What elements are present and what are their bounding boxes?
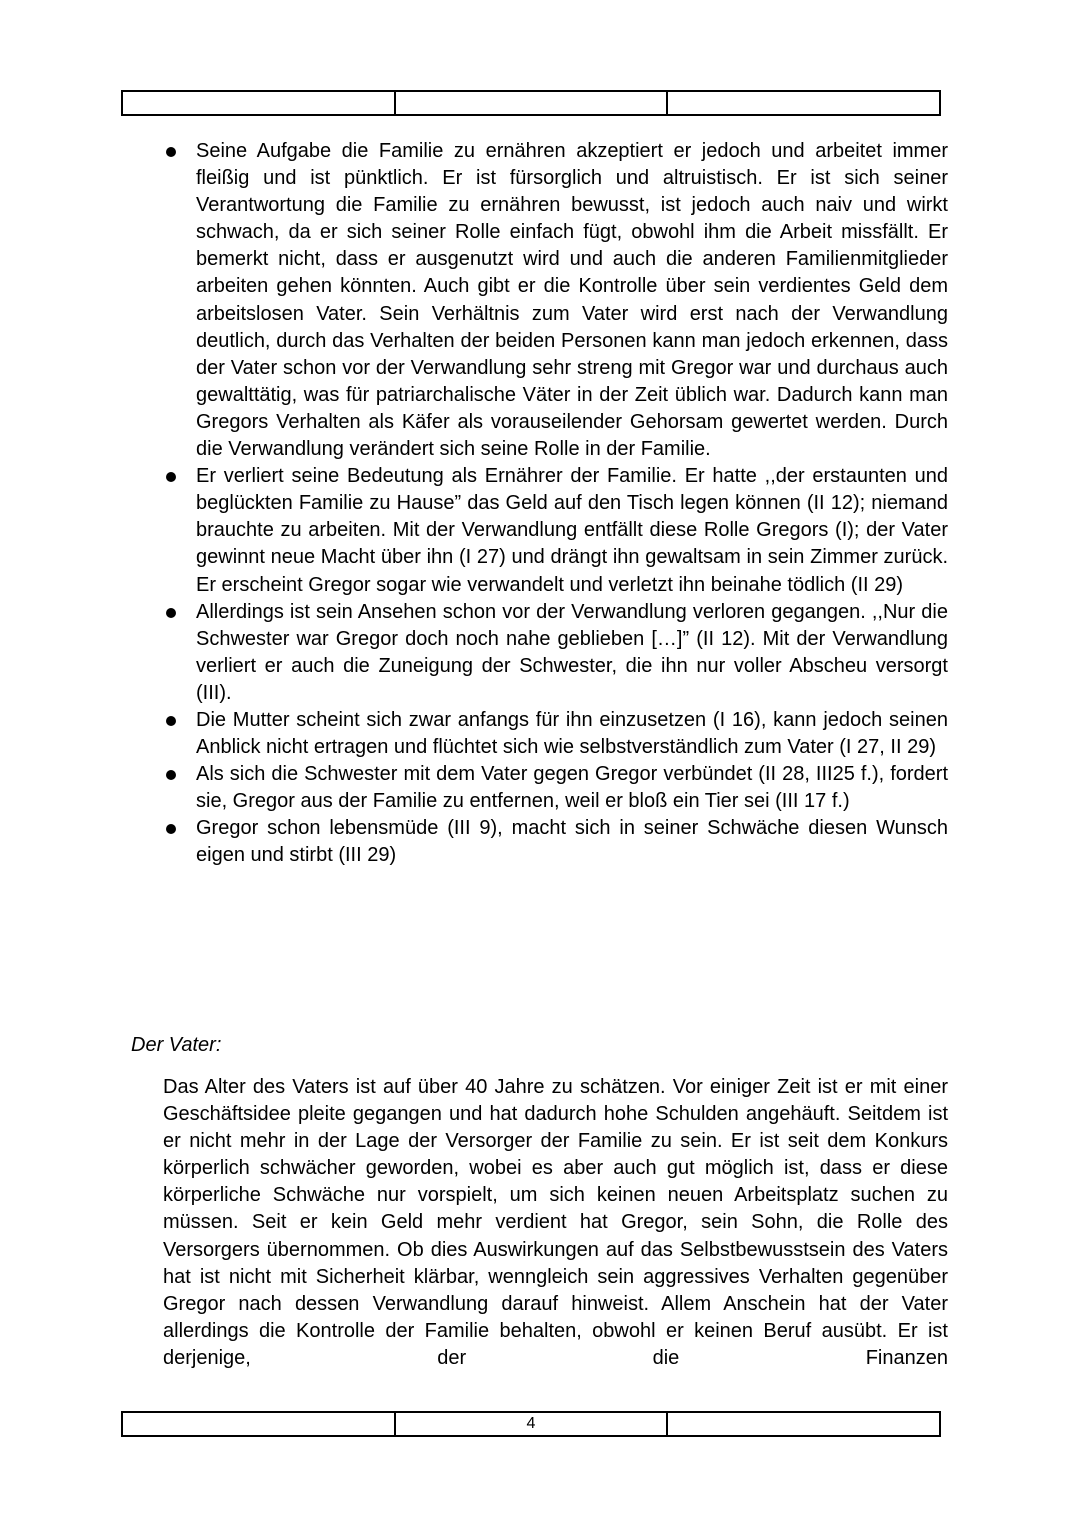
header-cell-center (395, 91, 668, 115)
footer-cell-right (667, 1412, 940, 1436)
footer-cell-left (122, 1412, 395, 1436)
list-item (196, 815, 948, 869)
list-item-text: Als sich die Schwester mit dem Vater gegen Gregor verbündet (II 28, III25 f.), fordert sie, Gregor aus der Familie zu entfernen, weil er bloß ein Tier sei (III 17 f.) (196, 763, 948, 813)
bullet-icon (166, 147, 176, 157)
bullet-icon (166, 608, 176, 618)
list-item-text: Gregor schon lebensmüde (III 9), macht sich in seiner Schwäche diesen Wunsch eigen und stirbt (III 29) (196, 817, 948, 867)
bullet-icon (166, 770, 176, 780)
list-item-text: Er verliert seine Bedeutung als Ernährer der Familie. Er hatte ,,der erstaunten und beglückten Familie zu Hause” das Geld auf den Tisch legen können (II 12); niemand brauchte zu arbeiten. Mit der Verwandlung entfällt diese Rolle Gregors (I); der Vater gewinnt neue Macht über ihn (I 27) und drängt ihn gewaltsam in sein Zimmer zurück. Er erscheint Gregor sogar wie verwandelt und verletzt ihn beinahe tödlich (II 29) (196, 465, 948, 596)
header-table (121, 90, 941, 116)
bullet-icon (166, 824, 176, 834)
footer-table (121, 1411, 941, 1437)
bullet-list (196, 138, 948, 870)
header-cell-right (667, 91, 940, 115)
list-item (196, 138, 948, 463)
list-item (196, 463, 948, 598)
list-item (196, 707, 948, 761)
list-item-text: Seine Aufgabe die Familie zu ernähren akzeptiert er jedoch und arbeitet immer fleißig und ist pünktlich. Er ist fürsorglich und altruistisch. Er ist sich seiner Verantwortung die Familie zu ernähren bewusst, ist jedoch auch naiv und wirkt schwach, da er sich seiner Rolle einfach fügt, obwohl ihm die Arbeit missfällt. Er bemerkt nicht, dass er ausgenutzt wird und auch die anderen Familienmitglieder arbeiten gehen könnten. Auch gibt er die Kontrolle über sein verdientes Geld dem arbeitslosen Vater. Sein Verhältnis zum Vater wird erst nach der Verwandlung deutlich, durch das Verhalten der beiden Personen kann man jedoch erkennen, dass der Vater schon vor der Verwandlung sehr streng mit Gregor war und durchaus auch gewalttätig, was für patriarchalische Väter in der Zeit üblich war. Dadurch kann man Gregors Verhalten als Käfer als vorauseilender Gehorsam gewertet werden. Durch die Verwandlung verändert sich seine Rolle in der Familie. (196, 140, 948, 461)
section-heading: Der Vater: (131, 1034, 222, 1056)
bullet-icon (166, 716, 176, 726)
list-item (196, 761, 948, 815)
header-cell-left (122, 91, 395, 115)
section-paragraph: Das Alter des Vaters ist auf über 40 Jahre zu schätzen. Vor einiger Zeit ist er mit einer Geschäftsidee pleite gegangen und hat dadurch hohe Schulden angehäuft. Seitdem ist er nicht mehr in der Lage der Versorger der Familie zu sein. Er ist seit dem Konkurs körperlich schwächer geworden, wobei es aber auch gut möglich ist, dass er diese körperliche Schwäche nur vorspielt, um sich keinen neuen Arbeitsplatz suchen zu müssen. Seit er kein Geld mehr verdient hat Gregor, sein Sohn, die Rolle des Versorgers übernommen. Ob dies Auswirkungen auf das Selbstbewusstsein des Vaters hat ist nicht mit Sicherheit klärbar, wenngleich sein aggressives Verhalten gegenüber Gregor nach dessen Verwandlung darauf hinweist. Allem Anschein hat der Vater allerdings die Kontrolle der Familie behalten, obwohl er keinen Beruf ausübt. Er ist derjenige, der die Finanzen (163, 1076, 948, 1369)
list-item (196, 599, 948, 707)
list-item-text: Die Mutter scheint sich zwar anfangs für ihn einzusetzen (I 16), kann jedoch seinen Anblick nicht ertragen und flüchtet sich wie selbstverständlich zum Vater (I 27, II 29) (196, 708, 948, 759)
page-number: 4 (395, 1412, 668, 1436)
bullet-icon (166, 472, 176, 482)
list-item-text: Allerdings ist sein Ansehen schon vor der Verwandlung verloren gegangen. ,,Nur die Schwester war Gregor doch noch nahe geblieben […]” (II 12). Mit der Verwandlung verliert er auch die Zuneigung der Schwester, die ihn nur voller Abscheu versorgt (III). (196, 600, 948, 704)
